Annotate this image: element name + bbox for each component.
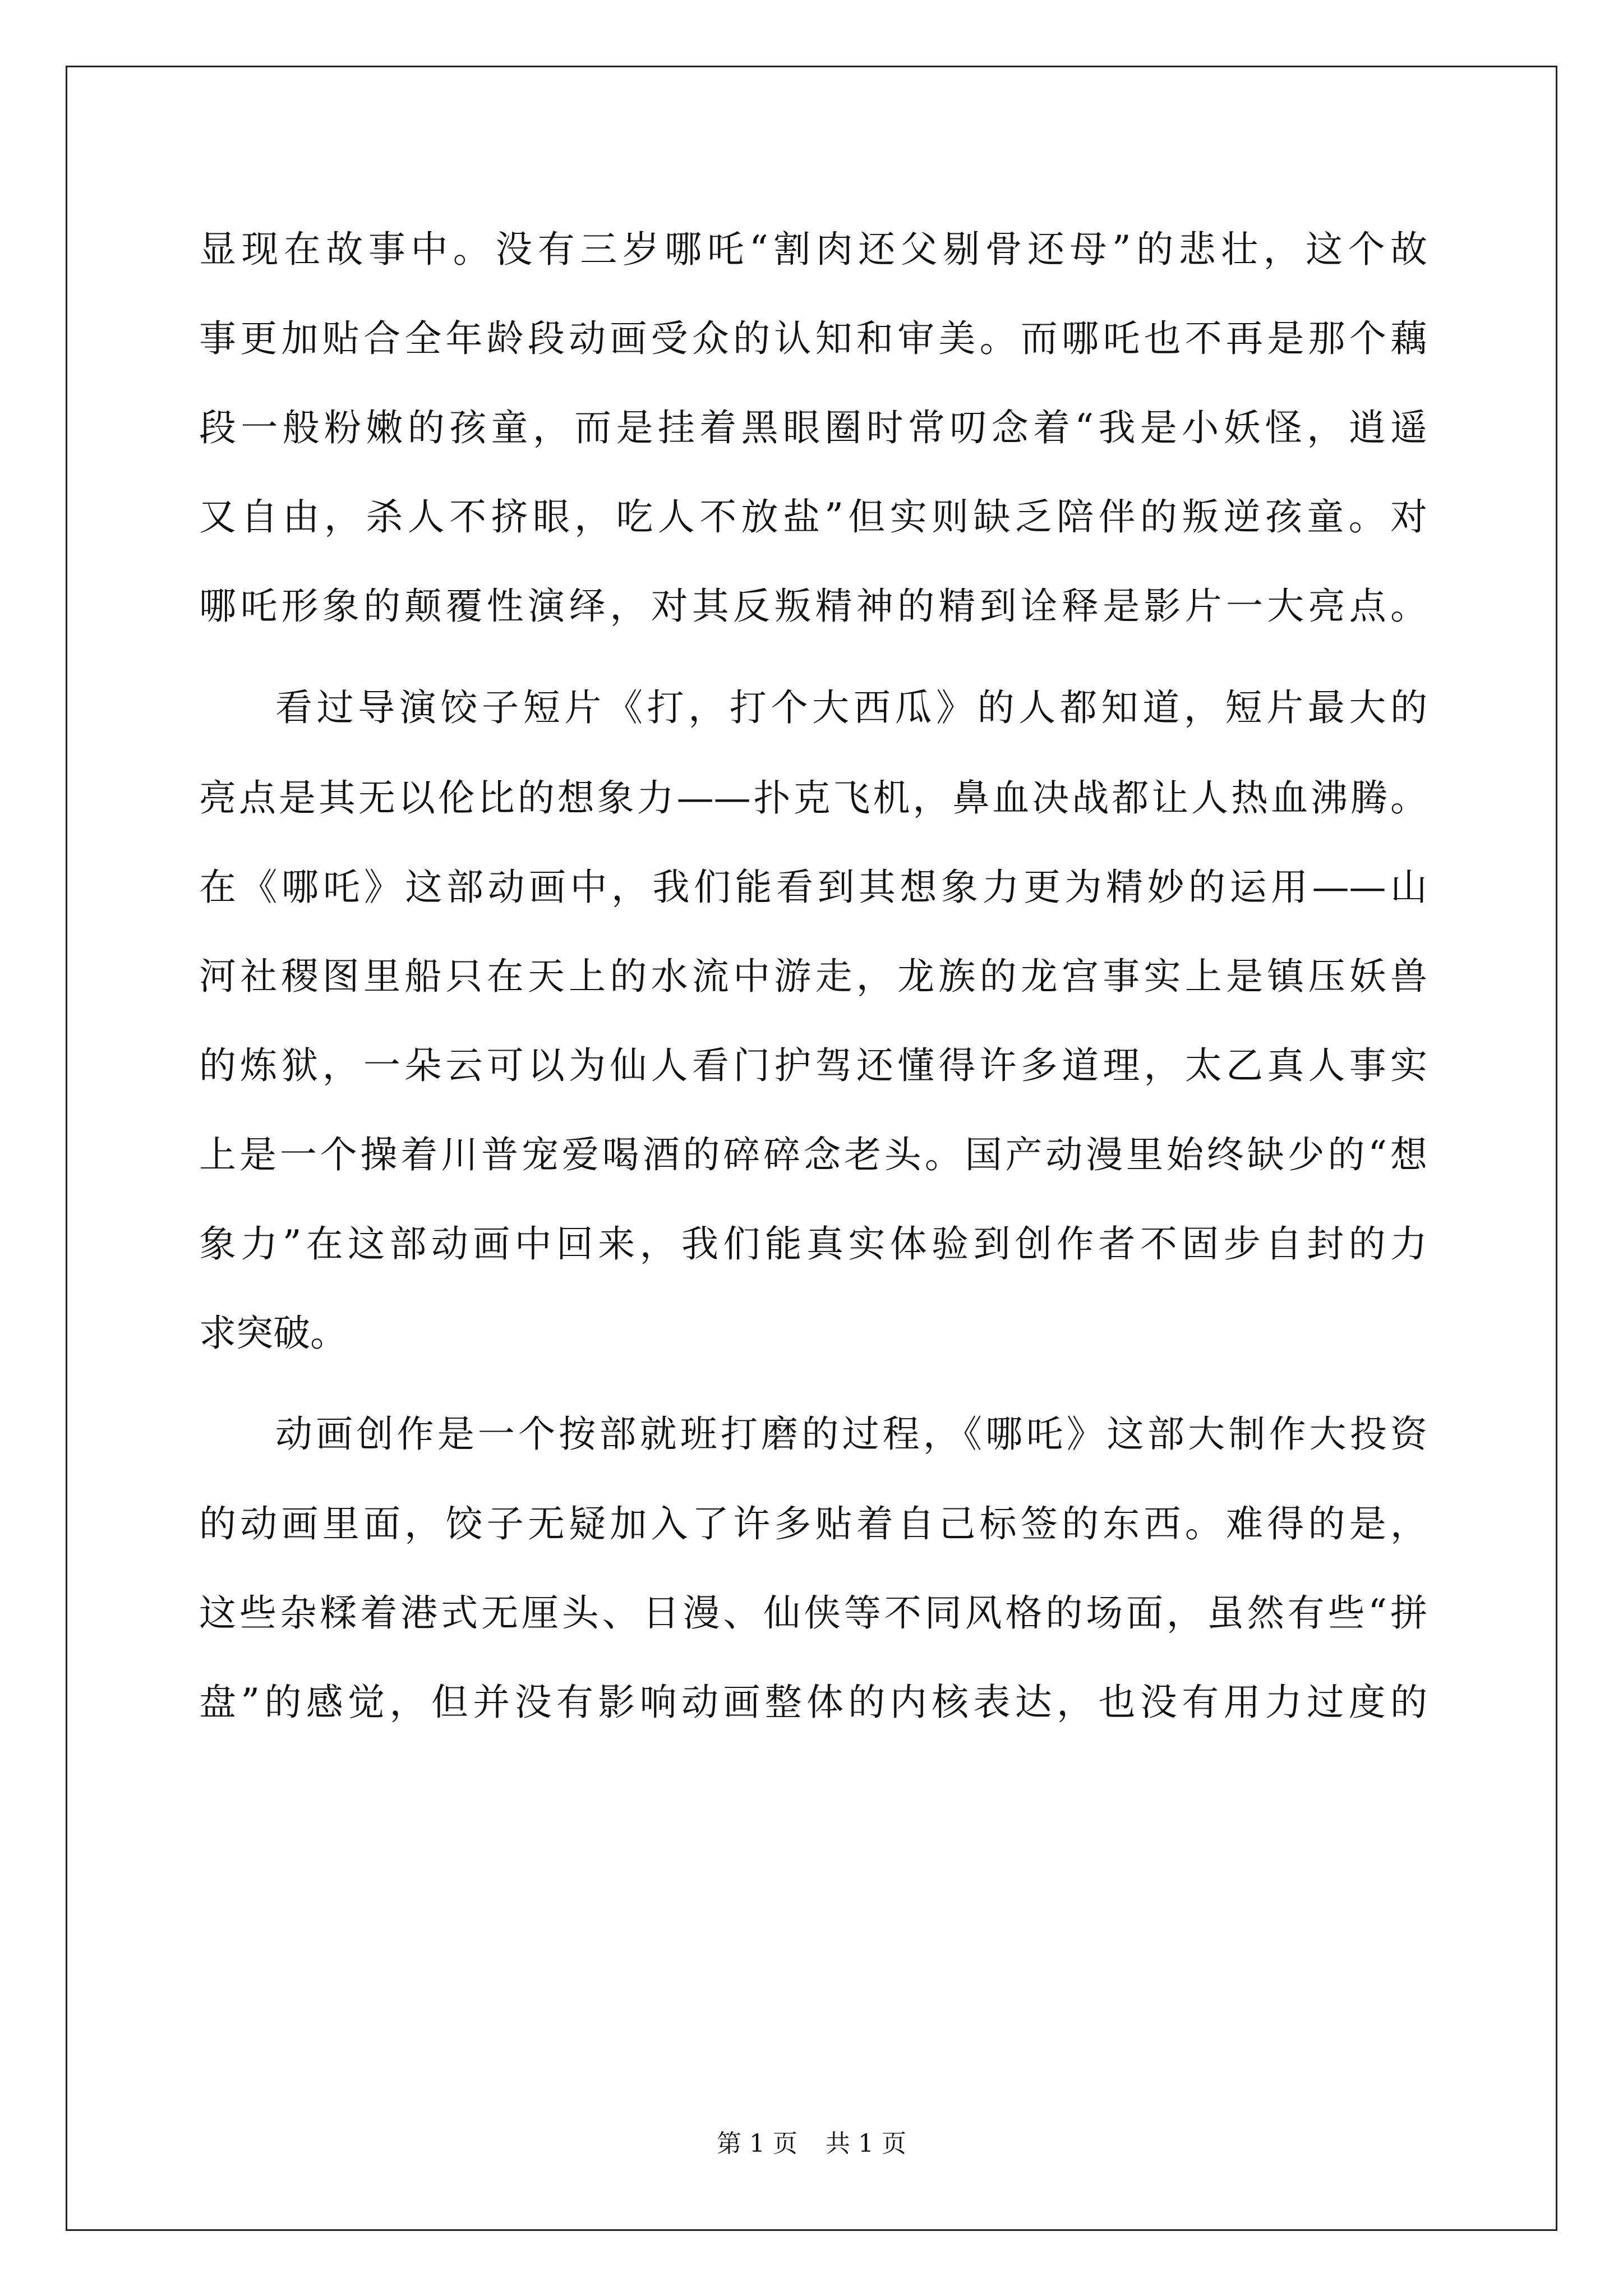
page-total: 共 1 页 (826, 2129, 906, 2158)
paragraph-2-line-2: 亮点是其无以伦比的想象力——扑克飞机，鼻血决战都让人热血沸腾。 (199, 776, 1427, 820)
paragraph-1-line-2: 事更加贴合全年龄段动画受众的认知和审美。而哪吒也不再是那个藕 (199, 317, 1427, 360)
page-number: 第 1 页 (717, 2129, 797, 2158)
paragraph-1-line-1: 显现在故事中。没有三岁哪吒“割肉还父剔骨还母”的悲壮，这个故 (199, 228, 1427, 271)
paragraph-1-line-5: 哪吒形象的颠覆性演绎，对其反叛精神的精到诠释是影片一大亮点。 (199, 585, 1427, 628)
paragraph-3-line-1: 动画创作是一个按部就班打磨的过程，《哪吒》这部大制作大投资 (275, 1412, 1427, 1456)
paragraph-3-line-3: 这些杂糅着港式无厘头、日漫、仙侠等不同风格的场面，虽然有些“拼 (199, 1591, 1427, 1635)
paragraph-1-line-3: 段一般粉嫩的孩童，而是挂着黑眼圈时常叨念着“我是小妖怪，逍遥 (199, 406, 1427, 449)
paragraph-3-line-4: 盘”的感觉，但并没有影响动画整体的内核表达，也没有用力过度的 (199, 1681, 1427, 1724)
paragraph-2-line-5: 的炼狱，一朵云可以为仙人看门护驾还懂得许多道理，太乙真人事实 (199, 1044, 1427, 1087)
paragraph-2-line-4: 河社稷图里船只在天上的水流中游走，龙族的龙宫事实上是镇压妖兽 (199, 955, 1427, 998)
page-footer (0, 2127, 1623, 2161)
paragraph-2-line-7: 象力”在这部动画中回来，我们能真实体验到创作者不固步自封的力 (199, 1222, 1427, 1266)
paragraph-2-line-1: 看过导演饺子短片《打，打个大西瓜》的人都知道，短片最大的 (275, 686, 1427, 729)
paragraph-2-line-3: 在《哪吒》这部动画中，我们能看到其想象力更为精妙的运用——山 (199, 866, 1427, 909)
paragraph-2-line-6: 上是一个操着川普宠爱喝酒的碎碎念老头。国产动漫里始终缺少的“想 (199, 1133, 1427, 1176)
paragraph-1-line-4: 又自由，杀人不挤眼，吃人不放盐”但实则缺乏陪伴的叛逆孩童。对 (199, 495, 1427, 539)
paragraph-3-line-2: 的动画里面，饺子无疑加入了许多贴着自己标签的东西。难得的是， (199, 1502, 1427, 1545)
paragraph-2-line-8: 求突破。 (199, 1312, 347, 1355)
